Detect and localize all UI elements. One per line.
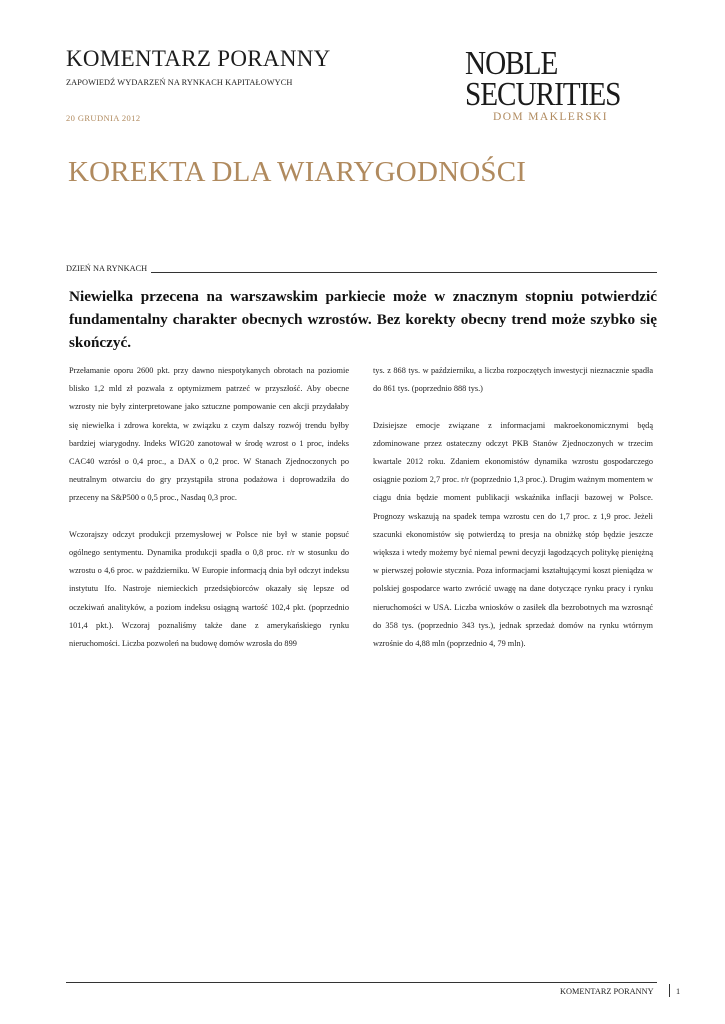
section-label: DZIEŃ NA RYNKACH — [66, 264, 151, 273]
page-number: 1 — [676, 987, 681, 996]
paragraph: Przełamanie oporu 2600 pkt. przy dawno niespotykanych obrotach na poziomie blisko 1,2 mld zł pozwala z optymizmem patrzeć w przyszłość. Aby obecne wzrosty nie były zinterpretowane jako sztuczne pompowanie cen akcji przydałaby się niewielka i zdrowa korekta, w związku z czym dalszy rozwój trendu byłby bardziej wiarygodny. Indeks WIG20 zanotował w środę wzrost o 1 proc, indeks CAC40 wzrósł o 0,4 proc., a DAX o 0,2 proc. W Stanach Zjednoczonych po neutralnym otwarciu do gry przystąpiła strona podażowa i doprowadziła do przeceny na S&P500 o 0,5 proc., Nasdaq 0,3 proc. — [69, 366, 349, 503]
lead-paragraph: Niewielka przecena na warszawskim parkiecie może w znacznym stopniu potwierdzić fundamentalny charakter obecnych wzrostów. Bez korekty obecny trend może szybko się skończyć. — [69, 288, 657, 351]
report-title: KOMENTARZ PORANNY — [66, 46, 331, 71]
logo-line-dom-maklerski: DOM MAKLERSKI — [493, 111, 608, 123]
report-subtitle: ZAPOWIEDŹ WYDARZEŃ NA RYNKACH KAPITAŁOWYCH — [66, 78, 293, 87]
section-divider — [66, 272, 657, 273]
article-headline: KOREKTA DLA WIARYGODNOŚCI — [68, 156, 527, 188]
section-header — [66, 264, 657, 276]
logo-line-securities: SECURITIES — [465, 76, 621, 113]
footer-divider — [66, 982, 657, 983]
footer-label: KOMENTARZ PORANNY — [560, 987, 654, 996]
company-logo — [465, 45, 665, 128]
paragraph: Wczorajszy odczyt produkcji przemysłowej w Polsce nie był w stanie popsuć ogólnego sentymentu. Dynamika produkcji spadła o 0,8 proc. r/r w stosunku do wzrostu o 4,6 proc. w październiku. W Europie informacją dnia był odczyt indeksu instytutu Ifo. Nastroje niemieckich przedsiębiorców okazały się lepsze od oczekiwań analityków, a poziom indeksu osiągną wartość 102,4 pkt. (poprzednio 101,4 pkt.). Wczoraj poznaliśmy także dane z amerykańskiego rynku nieruchomości. Liczba pozwoleń na budowę domów wzrosła do 899 — [69, 529, 349, 649]
paragraph: tys. z 868 tys. w październiku, a liczba rozpoczętych inwestycji nieznacznie spadła do 861 tys. (poprzednio 888 tys.) — [373, 366, 653, 394]
footer-separator — [669, 984, 670, 997]
paragraph: Dzisiejsze emocje związane z informacjami makroekonomicznymi będą zdominowane przez ostateczny odczyt PKB Stanów Zjednoczonych w trzecim kwartale 2012 roku. Zdaniem ekonomistów dynamika wzrostu gospodarczego osiągnie poziom 2,7 proc. r/r (poprzednio 1,3 proc.). Drugim ważnym momentem w ciągu dnia będzie moment publikacji wskaźnika inflacji bazowej w Polsce. Prognozy wskazują na spadek tempa wzrostu cen do 1,7 proc. z 1,9 proc. Jeżeli szacunki ekonomistów się potwierdzą to presja na obniżkę stóp będzie jeszcze większa i wtedy możemy być niemal pewni decyzji łagodzących politykę pieniężną w pierwszej połowie stycznia. Poza informacjami kształtującymi koszt pieniądza w polskiej gospodarce warto zwrócić uwagę na dane dotyczące rynku pracy i rynku nieruchomości w USA. Liczba wniosków o zasiłek dla bezrobotnych ma wzrosnąć do 358 tys. (poprzednio 343 tys.), jednak sprzedaż domów na rynku wtórnym wzrośnie do 4,88 mln (poprzednio 4, 79 mln). — [373, 420, 653, 649]
logo-line-noble: NOBLE — [465, 45, 558, 82]
text-column-left — [69, 362, 349, 671]
report-date: 20 GRUDNIA 2012 — [66, 113, 141, 123]
text-column-right — [373, 362, 653, 671]
